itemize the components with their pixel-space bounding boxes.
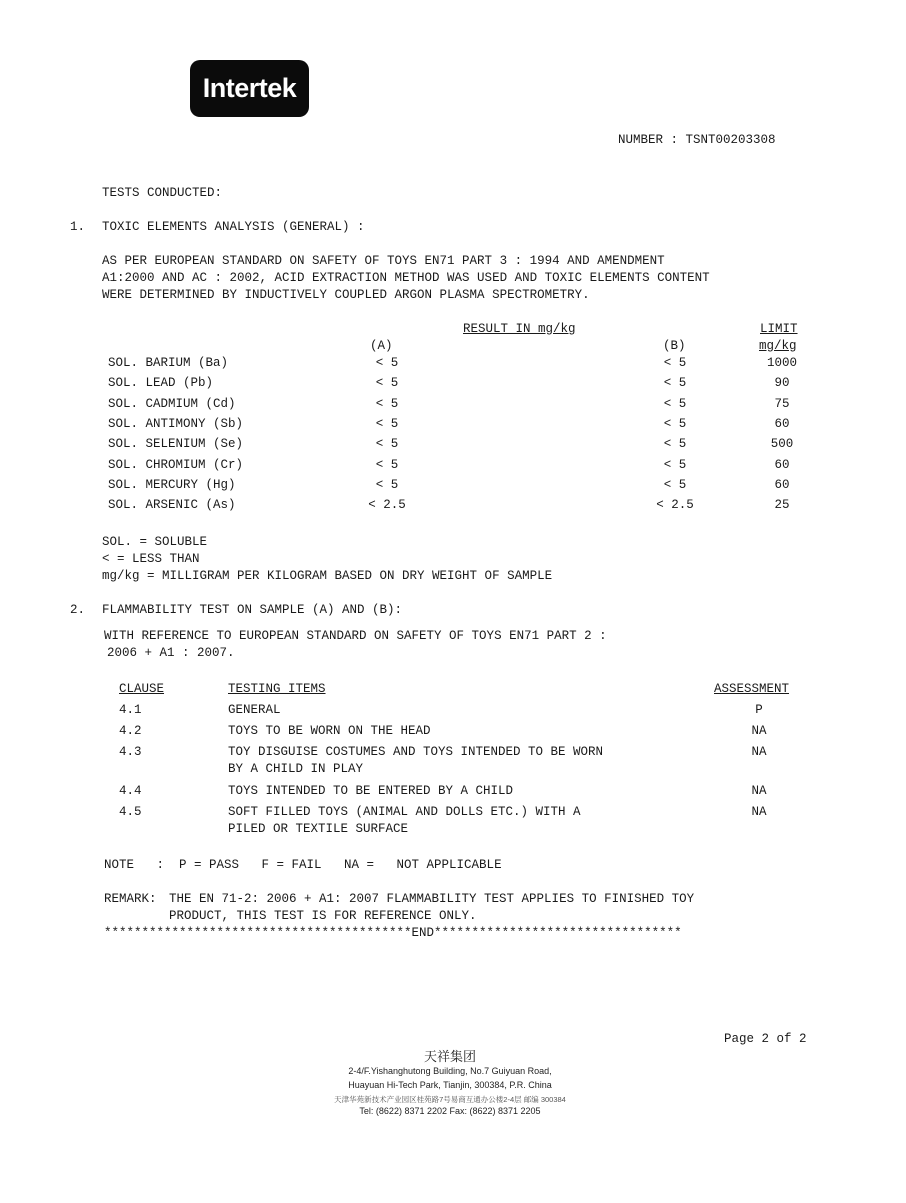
limit-unit-header: mg/kg: [759, 339, 797, 353]
result-header: RESULT IN mg/kg: [463, 322, 576, 336]
section1-title: TOXIC ELEMENTS ANALYSIS (GENERAL) :: [102, 220, 365, 234]
result-b: < 5: [663, 457, 687, 472]
result-a: < 5: [375, 437, 399, 452]
remark-label: REMARK:: [104, 892, 157, 906]
testing-item-continued: PILED OR TEXTILE SURFACE: [228, 822, 409, 836]
element-name: SOL. MERCURY (Hg): [108, 477, 236, 492]
assessment-value: NA: [751, 724, 767, 738]
result-b: < 5: [663, 416, 687, 431]
limit-value: 1000: [766, 356, 797, 370]
limit-value: 75: [774, 396, 790, 411]
footer-company: 天祥集团: [423, 1049, 476, 1064]
assessment-value: NA: [751, 745, 767, 759]
testing-item: TOY DISGUISE COSTUMES AND TOYS INTENDED TO BE WORN: [228, 745, 604, 759]
footer-address-cn: 天津华苑新技术产业园区桂苑路7号易商互通办公楼2-4层 邮编 300384: [334, 1095, 566, 1104]
footer-contact: Tel: (8622) 8371 2202 Fax: (8622) 8371 2205: [359, 1106, 541, 1116]
column-b-header: (B): [663, 339, 686, 353]
testing-item: TOYS TO BE WORN ON THE HEAD: [228, 724, 431, 738]
limit-value: 25: [774, 498, 790, 513]
assessment-header: ASSESSMENT: [714, 682, 790, 696]
result-a: < 5: [375, 416, 399, 431]
clause-number: 4.3: [119, 745, 142, 759]
section1-description-line: A1:2000 AND AC : 2002, ACID EXTRACTION METHOD WAS USED AND TOXIC ELEMENTS CONTENT: [102, 271, 710, 285]
clause-number: 4.5: [119, 805, 142, 819]
element-name: SOL. CADMIUM (Cd): [108, 396, 236, 411]
note-line: mg/kg = MILLIGRAM PER KILOGRAM BASED ON DRY WEIGHT OF SAMPLE: [102, 569, 553, 583]
column-a-header: (A): [370, 339, 393, 353]
section1-description-line: AS PER EUROPEAN STANDARD ON SAFETY OF TOYS EN71 PART 3 : 1994 AND AMENDMENT: [102, 254, 665, 268]
result-a: < 2.5: [368, 498, 406, 513]
limit-value: 60: [774, 477, 790, 492]
page-indicator: Page 2 of 2: [724, 1032, 807, 1046]
legend-note: NOTE : P = PASS F = FAIL NA = NOT APPLICABLE: [104, 858, 502, 872]
clause-number: 4.1: [119, 703, 142, 717]
section2-number: 2.: [70, 603, 86, 617]
element-name: SOL. CHROMIUM (Cr): [108, 457, 244, 472]
limit-value: 60: [774, 416, 790, 431]
result-b: < 5: [663, 477, 687, 492]
section1-description-line: WERE DETERMINED BY INDUCTIVELY COUPLED ARGON PLASMA SPECTROMETRY.: [102, 288, 590, 302]
assessment-value: NA: [751, 784, 767, 798]
testing-item: GENERAL: [228, 703, 281, 717]
clause-number: 4.2: [119, 724, 142, 738]
assessment-value: P: [755, 703, 763, 717]
result-a: < 5: [375, 396, 399, 411]
clause-header: CLAUSE: [119, 682, 165, 696]
assessment-value: NA: [751, 805, 767, 819]
intertek-logo: Intertek: [190, 60, 309, 117]
result-b: < 5: [663, 356, 687, 370]
footer-address: 2-4/F.Yishanghutong Building, No.7 Guiyuan Road,: [348, 1066, 552, 1076]
section2-reference-line: 2006 + A1 : 2007.: [107, 646, 235, 660]
result-b: < 2.5: [656, 498, 694, 513]
tests-conducted-heading: TESTS CONDUCTED:: [102, 186, 223, 200]
testing-items-header: TESTING ITEMS: [228, 682, 326, 696]
testing-item: SOFT FILLED TOYS (ANIMAL AND DOLLS ETC.) WITH A: [228, 805, 581, 819]
element-name: SOL. LEAD (Pb): [108, 376, 214, 391]
remark-text: THE EN 71-2: 2006 + A1: 2007 FLAMMABILITY TEST APPLIES TO FINISHED TOY: [169, 892, 695, 906]
report-number: NUMBER : TSNT00203308: [618, 133, 776, 147]
remark-text: PRODUCT, THIS TEST IS FOR REFERENCE ONLY.: [169, 909, 477, 923]
element-name: SOL. BARIUM (Ba): [108, 356, 229, 370]
footer-address: Huayuan Hi-Tech Park, Tianjin, 300384, P.R. China: [348, 1080, 552, 1090]
element-name: SOL. ARSENIC (As): [108, 498, 236, 513]
result-b: < 5: [663, 376, 687, 391]
element-name: SOL. SELENIUM (Se): [108, 437, 244, 452]
result-b: < 5: [663, 437, 687, 452]
limit-value: 60: [774, 457, 790, 472]
testing-item: TOYS INTENDED TO BE ENTERED BY A CHILD: [228, 784, 514, 798]
section1-number: 1.: [70, 220, 86, 234]
note-line: SOL. = SOLUBLE: [102, 535, 208, 549]
result-a: < 5: [375, 356, 399, 370]
result-a: < 5: [375, 477, 399, 492]
section2-title: FLAMMABILITY TEST ON SAMPLE (A) AND (B):: [102, 603, 403, 617]
section2-reference-line: WITH REFERENCE TO EUROPEAN STANDARD ON SAFETY OF TOYS EN71 PART 2 :: [104, 629, 607, 643]
limit-header: LIMIT: [760, 322, 798, 336]
result-a: < 5: [375, 376, 399, 391]
clause-number: 4.4: [119, 784, 142, 798]
limit-value: 90: [774, 376, 790, 391]
end-marker: *****************************************END*********************************: [104, 926, 682, 940]
limit-value: 500: [770, 437, 794, 452]
testing-item-continued: BY A CHILD IN PLAY: [228, 762, 364, 776]
element-name: SOL. ANTIMONY (Sb): [108, 416, 244, 431]
result-b: < 5: [663, 396, 687, 411]
note-line: < = LESS THAN: [102, 552, 200, 566]
result-a: < 5: [375, 457, 399, 472]
